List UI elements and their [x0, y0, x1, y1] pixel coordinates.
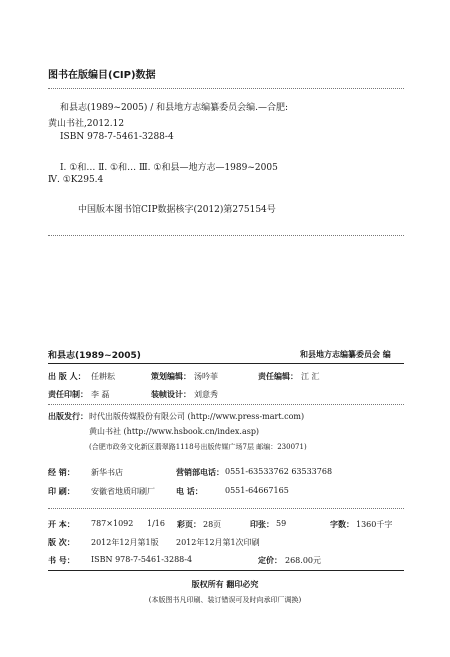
- price-value: 268.00元: [285, 556, 321, 565]
- phone-value: 0551-64667165: [225, 486, 289, 495]
- cip-line-1: 和县志(1989~2005) / 和县地方志编纂委员会编.—合肥:: [60, 103, 289, 113]
- sales-phone-value: 0551-63533762 63533768: [225, 467, 333, 476]
- cip-core-number: 中国版本图书馆CIP数据核字(2012)第275154号: [78, 205, 276, 215]
- price-label: 定价：: [258, 556, 282, 565]
- word-count-label: 字数：: [330, 520, 354, 529]
- seller-value: 新华书店: [91, 468, 123, 477]
- distribution-line-1: 时代出版传媒股份有限公司 (http://www.press-mart.com): [89, 412, 305, 421]
- printer-value: 安徽省地质印刷厂: [91, 487, 155, 496]
- seller-label: 经 销：: [48, 468, 75, 477]
- book-author: 和县地方志编纂委员会 编: [300, 349, 391, 359]
- isbn-value: ISBN 978-7-5461-3288-4: [91, 555, 193, 564]
- divider: [48, 404, 404, 405]
- divider: [48, 508, 404, 509]
- cip-heading: 图书在版编目(CIP)数据: [48, 70, 156, 81]
- color-plates-label: 彩页：: [177, 520, 201, 529]
- phone-label: 电 话：: [176, 487, 203, 496]
- format-value: 787×1092: [91, 519, 134, 528]
- divider: [48, 363, 404, 364]
- color-plates-value: 28页: [203, 520, 222, 529]
- distribution-label: 出版发行：: [48, 412, 88, 421]
- format-label: 开 本：: [48, 520, 75, 529]
- responsible-editor-label: 责任编辑：: [258, 372, 298, 381]
- edition-label: 版 次：: [48, 538, 75, 547]
- cover-design-value: 刘意秀: [194, 390, 218, 399]
- book-title: 和县志(1989~2005): [48, 351, 141, 361]
- printing-supervisor-value: 李 磊: [91, 390, 110, 399]
- printer-label: 印 刷：: [48, 487, 75, 496]
- printing-supervisor-label: 责任印制：: [48, 390, 88, 399]
- divider: [48, 235, 404, 236]
- responsible-editor-value: 江 汇: [301, 372, 320, 381]
- impression-value: 2012年12月第1次印刷: [176, 538, 260, 547]
- distribution-line-2: 黄山书社 (http://www.hsbook.cn/index.asp): [89, 427, 260, 436]
- edition-value: 2012年12月第1版: [91, 538, 159, 547]
- planning-editor-label: 策划编辑：: [151, 372, 191, 381]
- publisher-value: 任耕耘: [91, 372, 115, 381]
- sheets-label: 印张：: [250, 520, 274, 529]
- cip-classification: Ⅰ. ①和… Ⅱ. ①和… Ⅲ. ①和县—地方志—1989~2005: [60, 163, 278, 173]
- publisher-label: 出 版 人：: [48, 372, 86, 381]
- fold-value: 1/16: [147, 519, 165, 528]
- replacement-notice: (本版图书凡印刷、装订错误可及时向承印厂调换): [148, 596, 302, 604]
- distribution-address: (合肥市政务文化新区翡翠路1118号出版传媒广场7层 邮编：230071): [89, 443, 307, 451]
- divider: [48, 570, 404, 571]
- sheets-value: 59: [276, 519, 287, 528]
- cover-design-label: 装帧设计：: [151, 390, 191, 399]
- divider: [48, 88, 404, 89]
- isbn-label: 书 号：: [48, 556, 75, 565]
- planning-editor-value: 汤吟菲: [194, 372, 218, 381]
- sales-phone-label: 营销部电话：: [176, 468, 224, 477]
- word-count-value: 1360千字: [356, 520, 393, 529]
- cip-isbn: ISBN 978-7-5461-3288-4: [60, 132, 174, 142]
- cip-line-2: 黄山书社,2012.12: [48, 119, 125, 129]
- copyright-notice: 版权所有 翻印必究: [191, 580, 259, 589]
- cip-class-number: Ⅳ. ①K295.4: [48, 175, 104, 185]
